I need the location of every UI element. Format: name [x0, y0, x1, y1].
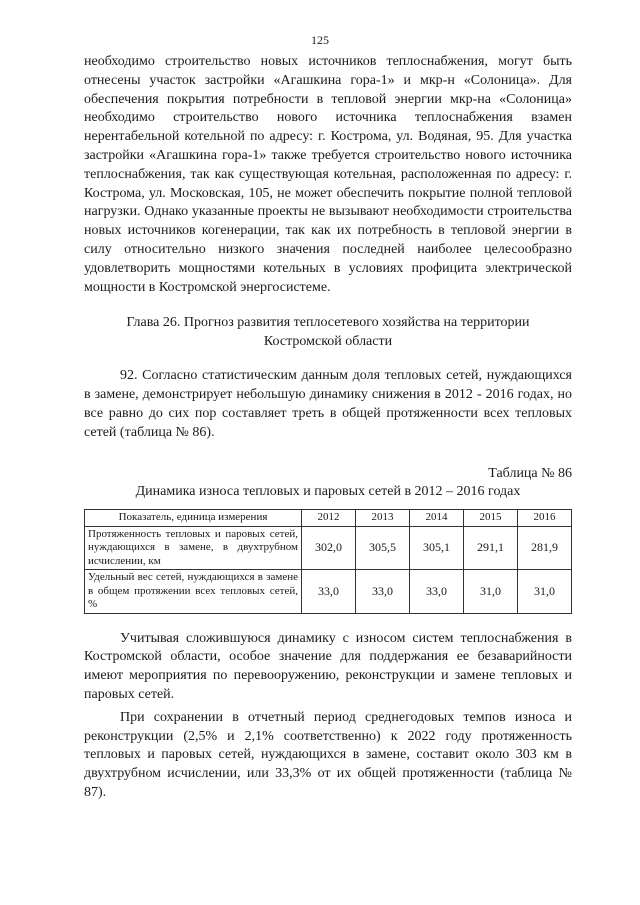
- header-year: 2016: [518, 509, 572, 526]
- page-number: 125: [311, 33, 329, 47]
- header-year: 2013: [356, 509, 410, 526]
- table-cell: 291,1: [464, 526, 518, 570]
- row-label: Протяженность тепловых и паровых сетей, нуждающихся в замене, в двухтрубном исчислении, км: [85, 526, 302, 570]
- table-cell: 305,5: [356, 526, 410, 570]
- table-header-row: [85, 509, 572, 526]
- table-title: Динамика износа тепловых и паровых сетей в 2012 – 2016 годах: [135, 483, 521, 499]
- chapter-title: Глава 26. Прогноз развития теплосетевого хозяйства на территории Костромской области: [126, 315, 530, 350]
- paragraph-after-table-2: При сохранении в отчетный период среднегодовых темпов износа и реконструкции (2,5% и 2,1% соответственно) к 2022 году протяженность тепловых и паровых сетей, нуждающихся в замене, составит около 303 км в двухтрубном исчислении, или 33,3% от их общей протяженности (таблица № 87).: [84, 709, 572, 800]
- table-cell: 305,1: [410, 526, 464, 570]
- header-year: 2015: [464, 509, 518, 526]
- wear-dynamics-table: [84, 509, 572, 614]
- table-row: [85, 570, 572, 614]
- header-year: 2014: [410, 509, 464, 526]
- document-body: [84, 53, 572, 803]
- table-cell: 281,9: [518, 526, 572, 570]
- paragraph-92: 92. Согласно статистическим данным доля тепловых сетей, нуждающихся в замене, демонстрирует небольшую динамику снижения в 2012 - 2016 годах, но все равно до сих пор составляет треть в общей протяженности всех тепловых сетей (таблица № 86).: [84, 368, 572, 440]
- row-label: Удельный вес сетей, нуждающихся в замене в общем протяжении всех тепловых сетей, %: [85, 570, 302, 614]
- header-year: 2012: [302, 509, 356, 526]
- paragraph-after-table-1: Учитывая сложившуюся динамику с износом систем теплоснабжения в Костромской области, особое значение для поддержания ее безаварийности имеют мероприятия по перевооружению, реконструкции и замене тепловых и паровых сетей.: [84, 630, 572, 702]
- table-cell: 31,0: [518, 570, 572, 614]
- table-cell: 33,0: [410, 570, 464, 614]
- intro-paragraph: необходимо строительство новых источников теплоснабжения, могут быть отнесены участок застройки «Агашкина гора-1» и мкр-н «Солоница». Для обеспечения покрытия потребности в тепловой энергии мкр-на «Солоница» необходимо строительство нового источника теплоснабжения взамен нерентабельной котельной по адресу: г. Кострома, ул. Водяная, 95. Для участка застройки «Агашкина гора-1» также требуется строительство нового источника теплоснабжения, так как существующая котельная, расположенная по адресу: г. Кострома, ул. Московская, 105, не может обеспечить покрытие полной тепловой нагрузки. Однако указанные проекты не вызывают необходимости строительства новых источников когенерации, так как их потребность в тепловой энергии в силу относительно низкого значения последней наиболее целесообразно удовлетворить мощностями котельных в условиях профицита электрической мощности в Костромской энергосистеме.: [84, 54, 572, 295]
- table-row: [85, 526, 572, 570]
- table-cell: 302,0: [302, 526, 356, 570]
- header-indicator: Показатель, единица измерения: [85, 509, 302, 526]
- table-label: Таблица № 86: [488, 465, 572, 481]
- table-cell: 33,0: [302, 570, 356, 614]
- table-cell: 31,0: [464, 570, 518, 614]
- table-cell: 33,0: [356, 570, 410, 614]
